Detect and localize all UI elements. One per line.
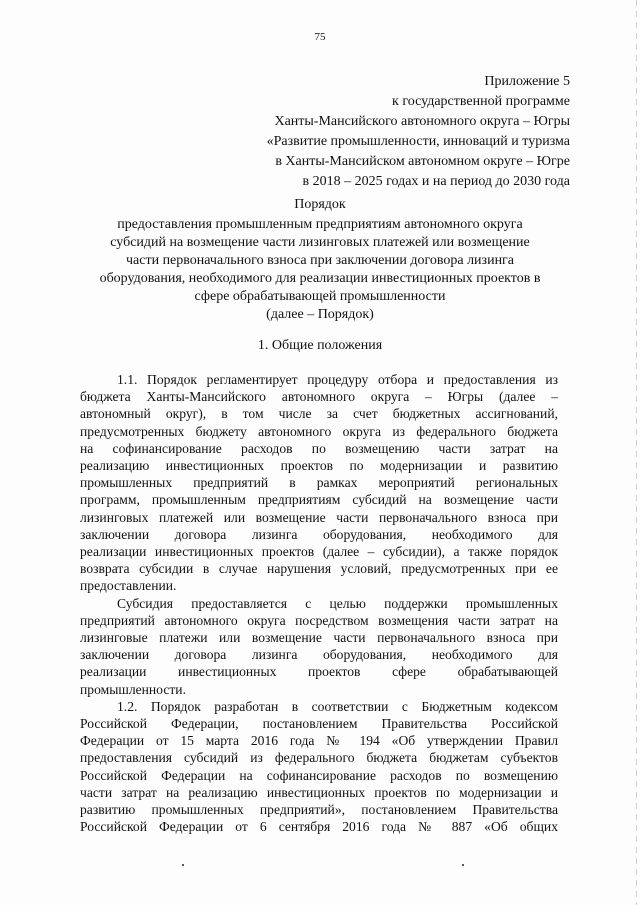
- body-line: 1.2. Порядок разработан в соответствии с Бюджетным кодексом: [117, 698, 558, 714]
- body-line: лизинговые платежи или возмещение части первоначального взноса при: [80, 630, 558, 646]
- body-line: возврата субсидии в случае нарушения условий, предусмотренных при ее: [80, 561, 558, 577]
- body-line: реализации инвестиционных проектов (далее – субсидии), а также порядок: [80, 544, 558, 560]
- title-line-5: сфере обрабатывающей промышленности: [194, 289, 446, 304]
- body-text: [80, 371, 558, 835]
- body-line: предоставлении.: [80, 578, 177, 594]
- body-line: бюджета Ханты-Мансийского автономного округа – Югры (далее –: [80, 389, 558, 405]
- appendix-line-3: Ханты-Мансийского автономного округа – Югры: [274, 114, 570, 129]
- body-line: промышленности.: [80, 681, 186, 697]
- title-line-1: предоставления промышленным предприятиям автономного округа: [117, 217, 523, 232]
- body-line: части затрат на реализацию инвестиционных проектов по модернизации и: [80, 784, 558, 800]
- body-line: развитию промышленных предприятий», постановлением Правительства: [80, 802, 558, 818]
- body-line: лизинговых платежей или возмещение части первоначального взноса при: [80, 509, 558, 525]
- body-line: Субсидия предоставляется с целью поддержки промышленных: [117, 595, 558, 611]
- body-line: программ, промышленным предприятиям субсидий на возмещение части: [80, 492, 558, 508]
- title-line-2: субсидий на возмещение части лизинговых платежей или возмещение: [110, 235, 530, 250]
- title-line-3: части первоначального взноса при заключении договора лизинга: [125, 253, 515, 268]
- body-line: на софинансирование расходов по возмещению части затрат на: [80, 440, 558, 456]
- title-line-4: оборудования, необходимого для реализации инвестиционных проектов в: [99, 271, 541, 286]
- body-line: заключении договора лизинга оборудования, необходимого для: [80, 526, 558, 542]
- appendix-line-6: в 2018 – 2025 годах и на период до 2030 года: [302, 174, 570, 189]
- scan-edge-artifact: [636, 0, 637, 905]
- scan-dot: [182, 864, 184, 866]
- appendix-line-5: в Ханты-Мансийском автономном округе – Югре: [275, 154, 570, 169]
- title-heading: Порядок: [294, 197, 346, 212]
- scan-dot: [462, 864, 464, 866]
- body-line: заключении договора лизинга оборудования, необходимого для: [80, 647, 558, 663]
- body-line: Федерации от 15 марта 2016 года № 194 «Об утверждении Правил: [80, 733, 558, 749]
- document-title: [90, 196, 550, 324]
- body-line: предоставления субсидий из федерального бюджета бюджетам субъектов: [80, 750, 558, 766]
- body-line: предприятий автономного округа посредством возмещения части затрат на: [80, 612, 558, 628]
- appendix-header: [210, 72, 570, 192]
- body-line: автономный округ), в том числе за счет бюджетных ассигнований,: [80, 406, 558, 422]
- page-number: 75: [314, 31, 326, 43]
- title-line-6: (далее – Порядок): [266, 307, 374, 322]
- body-line: реализации инвестиционных проектов сфере обрабатывающей: [80, 664, 558, 680]
- body-line: реализацию инвестиционных проектов по модернизации и развитию: [80, 458, 558, 474]
- body-line: Российской Федерации, постановлением Правительства Российской: [80, 716, 558, 732]
- appendix-line-2: к государственной программе: [392, 94, 570, 109]
- section-title: 1. Общие положения: [257, 338, 383, 353]
- body-line: 1.1. Порядок регламентирует процедуру отбора и предоставления из: [117, 372, 558, 387]
- appendix-line-4: «Развитие промышленности, инноваций и туризма: [266, 134, 570, 149]
- body-line: Российской Федерации на софинансирование расходов по возмещению: [80, 767, 558, 783]
- appendix-line-1: Приложение 5: [484, 74, 570, 89]
- body-line: Российской Федерации от 6 сентября 2016 года № 887 «Об общих: [80, 819, 558, 835]
- body-line: предусмотренных бюджету автономного округа из федерального бюджета: [80, 423, 558, 439]
- body-line: промышленных предприятий в рамках мероприятий региональных: [80, 475, 558, 491]
